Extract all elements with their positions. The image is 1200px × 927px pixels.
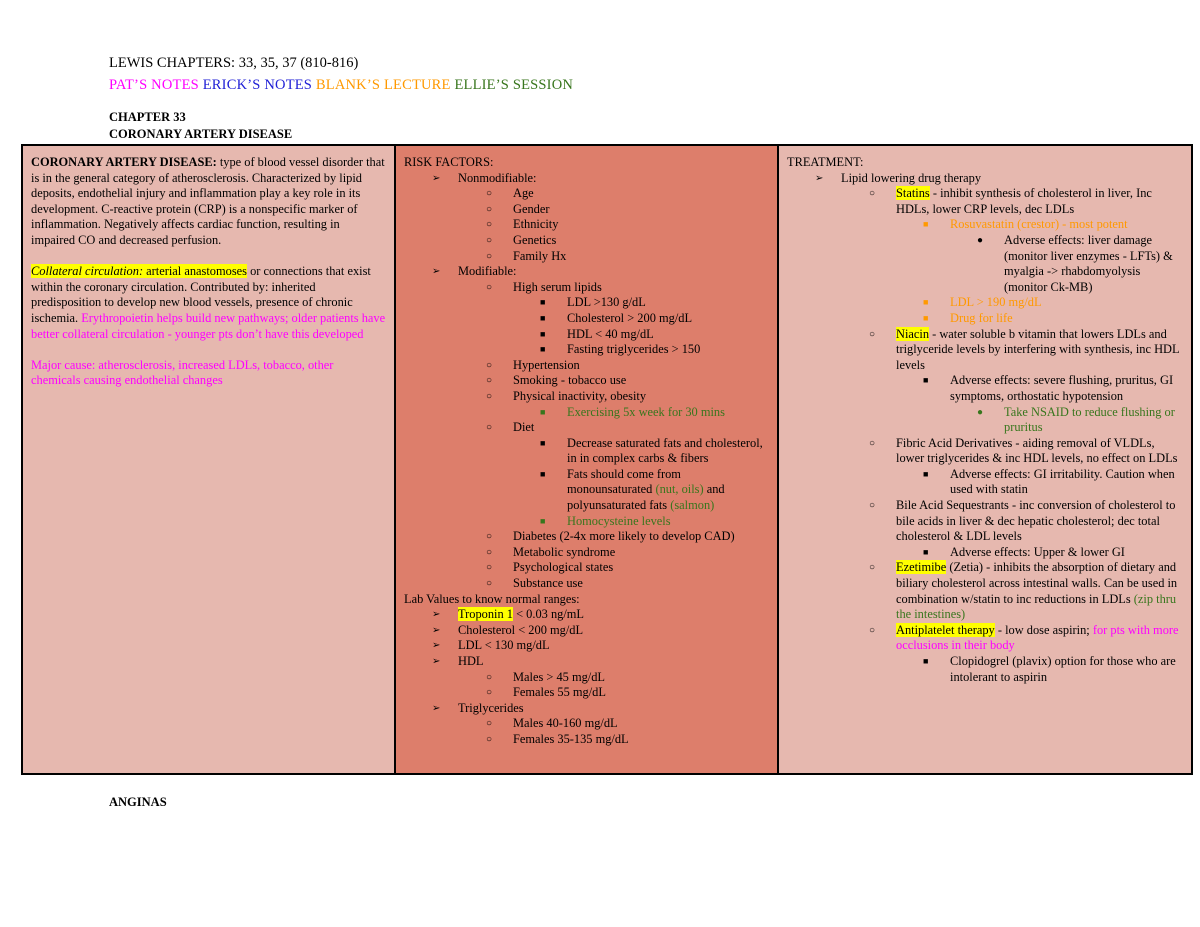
item-text: Adverse effects: Upper & lower GI [950, 544, 1125, 559]
list-item [404, 467, 769, 514]
list-item [404, 685, 769, 701]
notes-table [21, 144, 1193, 775]
item-text: and polyunsaturated fats [567, 482, 725, 513]
item-text: Males > 45 mg/dL [513, 669, 605, 684]
list-item [404, 280, 769, 296]
item-text: (Zetia) - inhibits the absorption of dietary and biliary cholesterol across intestinal walls. Can be used in combination w/statin to inc reductions in LDLs [896, 560, 1178, 606]
list-item [787, 436, 1183, 467]
square-bullet-icon: ■ [923, 656, 929, 666]
square-bullet-icon: ■ [923, 297, 929, 308]
list-item [404, 529, 769, 545]
list-item [404, 342, 769, 358]
next-section-heading: ANGINAS [109, 795, 167, 809]
circle-bullet-icon: ○ [486, 562, 493, 574]
circle-bullet-icon: ○ [869, 562, 876, 574]
list-item [404, 295, 769, 311]
square-bullet-icon: ■ [923, 312, 929, 323]
item-text: Adverse effects: GI irritability. Caution when used with statin [950, 466, 1175, 497]
risk-factors-column [395, 145, 778, 774]
square-bullet-icon: ■ [540, 515, 546, 526]
item-text: Family Hx [513, 248, 567, 263]
square-bullet-icon: ■ [540, 344, 546, 355]
circle-bullet-icon: ○ [486, 219, 493, 231]
list-item [787, 560, 1183, 622]
item-text: Physical inactivity, obesity [513, 388, 647, 403]
item-text: Hypertension [513, 357, 580, 372]
item-text: Metabolic syndrome [513, 544, 616, 559]
list-item [404, 545, 769, 561]
circle-bullet-icon: ○ [486, 281, 493, 293]
item-text: Age [513, 186, 534, 201]
item-text: Ethnicity [513, 217, 559, 232]
item-text: Cholesterol < 200 mg/dL [458, 622, 584, 637]
square-bullet-icon: ■ [923, 375, 929, 386]
list-item [404, 436, 769, 467]
list-item [404, 217, 769, 233]
item-text: - inhibit synthesis of cholesterol in liver, Inc HDLs, lower CRP levels, dec LDLs [896, 186, 1152, 216]
item-highlight: Antiplatelet therapy [896, 622, 995, 637]
item-text: Diet [513, 420, 535, 435]
item-text: Smoking - tobacco use [513, 373, 627, 388]
collateral-text: or connections that exist within the coronary circulation. Contributed by: inherited predisposition to develop new blood vessels, presence of chronic ischemia. [31, 264, 371, 325]
item-highlight: Statins [896, 186, 930, 201]
square-bullet-icon: ■ [923, 219, 929, 230]
circle-bullet-icon: ○ [869, 328, 876, 340]
item-text: Rosuvastatin (crestor) - most potent [950, 217, 1128, 232]
list-item [787, 498, 1183, 545]
list-item [787, 373, 1183, 404]
item-text: LDL >130 g/dL [567, 295, 646, 310]
item-text: Modifiable: [458, 264, 517, 279]
list-item [404, 420, 769, 436]
list-item [787, 311, 1183, 327]
item-text: Substance use [513, 576, 583, 591]
cad-definition [31, 155, 386, 249]
collateral-circulation [31, 264, 386, 342]
list-item [404, 514, 769, 530]
list-item [404, 311, 769, 327]
item-text: HDL [458, 654, 484, 668]
list-item [404, 373, 769, 389]
item-text: Homocysteine levels [567, 513, 671, 528]
square-bullet-icon: ■ [540, 437, 546, 448]
item-text: Diabetes (2-4x more likely to develop CAD) [513, 529, 735, 544]
list-item [787, 327, 1183, 374]
item-text: Decrease saturated fats and cholesterol, in in complex carbs & fibers [567, 435, 763, 466]
item-text: Fats should come from monounsaturated [567, 466, 681, 497]
item-text: - water soluble b vitamin that lowers LDLs and triglyceride levels by interfering with synthesis, inc HDL levels [896, 326, 1180, 372]
circle-bullet-icon: ○ [869, 188, 876, 200]
section-heading: CORONARY ARTERY DISEASE [109, 127, 293, 141]
square-bullet-icon: ■ [540, 406, 546, 417]
collateral-note: Erythropoietin helps build new pathways; older patients have better collateral circulation - younger pts don’t have this developed [31, 310, 386, 341]
item-text: Adverse effects: severe flushing, pruritus, GI symptoms, orthostatic hypotension [950, 373, 1174, 403]
item-text: < 0.03 ng/mL [512, 607, 584, 622]
item-text: High serum lipids [513, 279, 602, 294]
circle-bullet-icon: ○ [486, 234, 493, 246]
color-legend [109, 77, 573, 94]
square-bullet-icon: ■ [540, 312, 546, 323]
list-item [404, 670, 769, 686]
list-item [404, 358, 769, 374]
square-bullet-icon: ■ [923, 546, 929, 557]
circle-bullet-icon: ○ [869, 500, 876, 512]
lab-values-title: Lab Values to know normal ranges: [404, 591, 580, 606]
item-note: (salmon) [670, 498, 715, 513]
item-text: HDL < 40 mg/dL [567, 326, 654, 341]
list-item [787, 171, 1183, 187]
list-item [787, 623, 1183, 654]
circle-bullet-icon: ○ [486, 422, 493, 434]
item-text: Nonmodifiable: [458, 170, 537, 185]
dot-bullet-icon: ● [977, 406, 984, 418]
item-text: LDL > 190 mg/dL [950, 295, 1042, 310]
circle-bullet-icon: ○ [486, 250, 493, 262]
list-item [787, 405, 1183, 436]
arrow-bullet-icon: ➢ [432, 702, 441, 714]
item-text: Females 35-135 mg/dL [513, 731, 629, 746]
list-item [404, 623, 769, 639]
item-text: Fasting triglycerides > 150 [567, 342, 701, 357]
list-item [404, 171, 769, 187]
circle-bullet-icon: ○ [486, 733, 493, 745]
circle-bullet-icon: ○ [486, 359, 493, 371]
list-item [404, 732, 769, 748]
item-text: Clopidogrel (plavix) option for those who are intolerant to aspirin [950, 654, 1176, 684]
item-note: (nut, oils) [655, 482, 704, 497]
list-item [787, 295, 1183, 311]
cad-def-text: type of blood vessel disorder that is in the general category of atherosclerosis. Characterized by lipid deposits, endothelial injury and inflammation play a key role in its development. C-reactive protein (CRP) is a nonspecific marker of inflammation. Negatively affects cardiac function, resulting in impaired CO and decreased perfusion. [31, 155, 385, 247]
item-text: Lipid lowering drug therapy [841, 170, 982, 185]
circle-bullet-icon: ○ [486, 578, 493, 590]
legend-erick: ERICK’S NOTES [202, 77, 313, 93]
collateral-term: Collateral circulation: [31, 264, 144, 279]
list-item [404, 233, 769, 249]
treatment-title: TREATMENT: [787, 155, 864, 169]
list-item [787, 186, 1183, 217]
collateral-highlight: arterial anastomoses [143, 264, 247, 279]
circle-bullet-icon: ○ [486, 671, 493, 683]
circle-bullet-icon: ○ [486, 718, 493, 730]
circle-bullet-icon: ○ [486, 203, 493, 215]
item-text: LDL < 130 mg/dL [458, 638, 550, 653]
item-text: Genetics [513, 232, 557, 247]
risk-title: RISK FACTORS: [404, 155, 494, 169]
list-item [787, 467, 1183, 498]
arrow-bullet-icon: ➢ [432, 624, 441, 636]
list-item [404, 249, 769, 265]
circle-bullet-icon: ○ [486, 375, 493, 387]
treatment-column [778, 145, 1192, 774]
arrow-bullet-icon: ➢ [432, 266, 441, 278]
list-item [404, 186, 769, 202]
item-highlight: Niacin [896, 326, 930, 341]
item-text: Triglycerides [458, 700, 524, 715]
square-bullet-icon: ■ [540, 328, 546, 339]
list-item [404, 405, 769, 421]
list-item [404, 654, 769, 670]
list-item [787, 545, 1183, 561]
circle-bullet-icon: ○ [869, 437, 876, 449]
list-item [404, 264, 769, 280]
item-text: Exercising 5x week for 30 mins [567, 404, 725, 419]
circle-bullet-icon: ○ [486, 687, 493, 699]
circle-bullet-icon: ○ [486, 188, 493, 200]
item-text: Take NSAID to reduce flushing or pruritus [1004, 404, 1175, 435]
circle-bullet-icon: ○ [869, 624, 876, 636]
item-text: Adverse effects: liver damage (monitor liver enzymes - LFTs) & myalgia -> rhabdomyolysis (monitor Ck-MB) [1004, 232, 1173, 294]
arrow-bullet-icon: ➢ [815, 172, 824, 184]
circle-bullet-icon: ○ [486, 390, 493, 402]
list-item [787, 217, 1183, 233]
item-text: Fibric Acid Derivatives - aiding removal of VLDLs, lower triglycerides & inc HDL levels, no effect on LDLs [896, 435, 1178, 466]
list-item [404, 389, 769, 405]
list-item [787, 654, 1183, 685]
dot-bullet-icon: ● [977, 234, 984, 246]
legend-pat: PAT’S NOTES [109, 77, 199, 93]
arrow-bullet-icon: ➢ [432, 640, 441, 652]
item-text: - low dose aspirin; [994, 622, 1090, 637]
item-text: Psychological states [513, 560, 614, 575]
document-title: LEWIS CHAPTERS: 33, 35, 37 (810-816) [109, 55, 359, 71]
circle-bullet-icon: ○ [486, 531, 493, 543]
list-item [404, 701, 769, 717]
item-text: Males 40-160 mg/dL [513, 716, 618, 731]
square-bullet-icon: ■ [540, 297, 546, 308]
legend-ellie: ELLIE’S SESSION [454, 77, 574, 93]
cad-term: CORONARY ARTERY DISEASE: [31, 155, 217, 169]
list-item [404, 576, 769, 592]
list-item [404, 607, 769, 623]
square-bullet-icon: ■ [540, 468, 546, 479]
list-item [404, 560, 769, 576]
list-item [404, 716, 769, 732]
item-highlight: Ezetimibe [896, 560, 947, 575]
list-item [404, 327, 769, 343]
arrow-bullet-icon: ➢ [432, 609, 441, 621]
item-text: Cholesterol > 200 mg/dL [567, 310, 693, 325]
arrow-bullet-icon: ➢ [432, 172, 441, 184]
item-note: (zip thru the intestines) [896, 591, 1177, 622]
item-text: Gender [513, 201, 550, 216]
item-text: Females 55 mg/dL [513, 685, 606, 700]
item-text: Bile Acid Sequestrants - inc conversion of cholesterol to bile acids in liver & dec hepatic cholesterol; dec total cholesterol & LDL levels [896, 498, 1176, 544]
major-cause: Major cause: atherosclerosis, increased LDLs, tobacco, other chemicals causing endothelial changes [31, 357, 334, 388]
chapter-heading: CHAPTER 33 [109, 110, 186, 124]
square-bullet-icon: ■ [923, 468, 929, 479]
item-highlight: Troponin 1 [458, 607, 513, 622]
definition-column [22, 145, 395, 774]
arrow-bullet-icon: ➢ [432, 656, 441, 667]
item-text: Drug for life [950, 310, 1013, 325]
list-item [404, 638, 769, 654]
list-item [787, 233, 1183, 295]
legend-blank: BLANK’S LECTURE [315, 77, 451, 93]
circle-bullet-icon: ○ [486, 546, 493, 558]
list-item [404, 202, 769, 218]
item-note: for pts with more occlusions in their body [896, 622, 1179, 653]
